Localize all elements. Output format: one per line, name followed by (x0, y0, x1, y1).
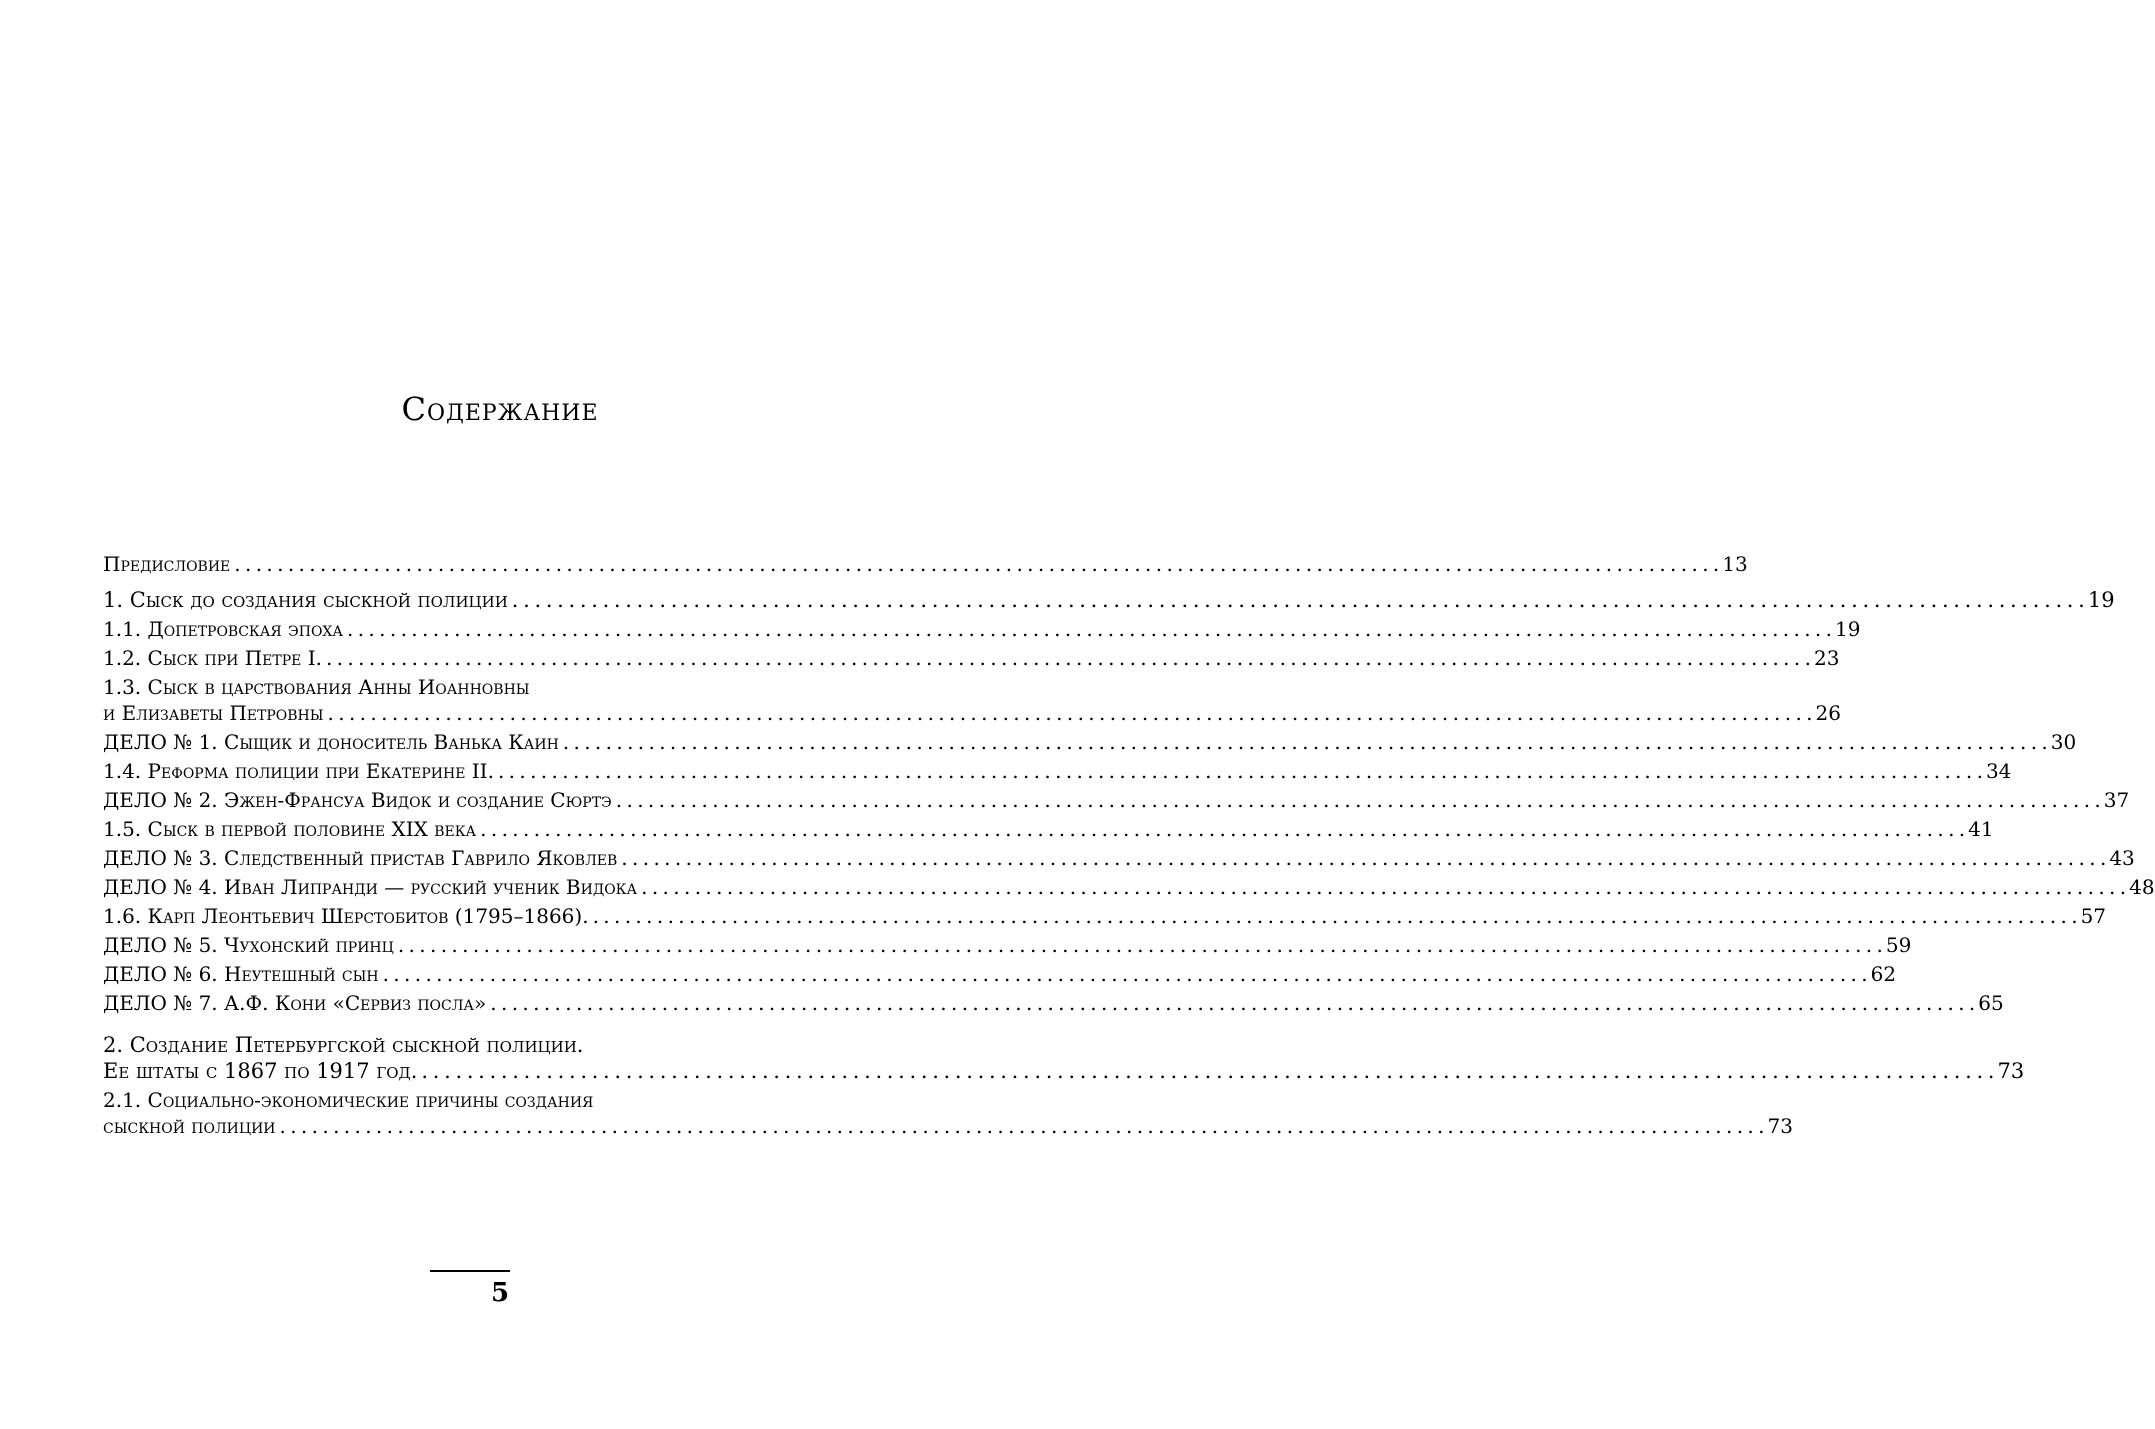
toc-entry (103, 552, 1748, 576)
toc-entry-title-line1: 2.1. Социально-экономические причины создания (103, 1088, 594, 1112)
toc-leader-dots (490, 991, 1974, 1015)
toc-entry (103, 675, 1841, 725)
page-title: Содержание (401, 390, 599, 428)
toc-entry-title: Предисловие (103, 552, 231, 576)
toc-entry (103, 1033, 2025, 1083)
toc-entry-title: Ее штаты с 1867 по 1917 год. (103, 1059, 418, 1083)
toc-entry-title: ДЕЛО № 7. А.Ф. Кони «Сервиз посла» (103, 991, 487, 1015)
toc-entry-title: ДЕЛО № 3. Следственный пристав Гаврило Яковлев (103, 846, 618, 870)
toc-entry-title: 1.4. Реформа полиции при Екатерине II. (103, 759, 494, 783)
toc-leader-dots (621, 846, 2105, 870)
table-of-contents (103, 552, 2155, 1138)
toc-entry-page: 43 (2109, 846, 2135, 870)
toc-entry-title: ДЕЛО № 4. Иван Липранди — русский ученик Видока (103, 875, 638, 899)
toc-entry-title: 1.2. Сыск при Петре I. (103, 646, 322, 670)
toc-entry-page: 41 (1968, 817, 1994, 841)
toc-leader-dots (328, 701, 1812, 725)
toc-entry (103, 1088, 1793, 1138)
page-number: 5 (490, 1278, 510, 1308)
toc-entry (103, 788, 2130, 812)
toc-leader-dots (641, 875, 2125, 899)
toc-entry (103, 817, 1994, 841)
toc-leader-dots (383, 962, 1867, 986)
toc-entry-title: 1. Сыск до создания сыскной полиции (103, 588, 508, 612)
toc-entry (103, 962, 1897, 986)
toc-entry-page: 73 (1767, 1114, 1793, 1138)
toc-entry-title-line1: 2. Создание Петербургской сыскной полиции. (103, 1033, 584, 1057)
toc-leader-dots (398, 933, 1882, 957)
toc-leader-dots (326, 646, 1810, 670)
toc-entry (103, 933, 1912, 957)
toc-entry (103, 730, 2077, 754)
toc-entry-page: 23 (1813, 646, 1840, 670)
toc-entry-page: 30 (2050, 730, 2077, 754)
toc-entry (103, 759, 2012, 783)
toc-entry-page: 62 (1870, 962, 1897, 986)
toc-leader-dots (280, 1114, 1764, 1138)
toc-leader-dots (347, 617, 1831, 641)
toc-entry-page: 73 (1997, 1059, 2025, 1083)
toc-entry-page: 26 (1815, 701, 1841, 725)
toc-leader-dots (498, 759, 1982, 783)
toc-entry (103, 588, 2115, 612)
toc-entry-page: 59 (1885, 933, 1912, 957)
toc-entry (103, 991, 2004, 1015)
toc-entry-title: сыскной полиции (103, 1114, 276, 1138)
toc-entry (103, 846, 2135, 870)
toc-entry-title: 1.1. Допетровская эпоха (103, 617, 343, 641)
toc-entry-page: 19 (2087, 588, 2115, 612)
toc-leader-dots (512, 588, 2084, 612)
toc-entry-title-line1: 1.3. Сыск в царствования Анны Иоанновны (103, 675, 530, 699)
toc-entry (103, 646, 1840, 670)
toc-entry-page: 13 (1722, 552, 1748, 576)
toc-entry-title: и Елизаветы Петровны (103, 701, 324, 725)
toc-entry-title: ДЕЛО № 5. Чухонский принц (103, 933, 394, 957)
toc-entry (103, 904, 2107, 928)
toc-leader-dots (593, 904, 2077, 928)
page-number-rule (430, 1270, 510, 1272)
toc-entry-title: 1.6. Карп Леонтьевич Шерстобитов (1795–1866). (103, 904, 589, 928)
toc-entry-title: ДЕЛО № 1. Сыщик и доноситель Ванька Каин (103, 730, 559, 754)
toc-leader-dots (480, 817, 1964, 841)
toc-leader-dots (234, 552, 1718, 576)
toc-entry-page: 57 (2080, 904, 2107, 928)
toc-entry (103, 875, 2155, 899)
toc-leader-dots (421, 1059, 1993, 1083)
toc-entry-title: 1.5. Сыск в первой половине XIX века (103, 817, 477, 841)
toc-entry-page: 37 (2103, 788, 2130, 812)
toc-entry-page: 48 (2129, 875, 2155, 899)
toc-entry-page: 34 (1985, 759, 2012, 783)
toc-entry-title: ДЕЛО № 2. Эжен-Франсуа Видок и создание Сюртэ (103, 788, 612, 812)
toc-entry-title: ДЕЛО № 6. Неутешный сын (103, 962, 379, 986)
toc-entry-page: 65 (1978, 991, 2004, 1015)
toc-leader-dots (616, 788, 2100, 812)
toc-entry-page: 19 (1835, 617, 1861, 641)
toc-entry (103, 617, 1861, 641)
toc-leader-dots (563, 730, 2047, 754)
